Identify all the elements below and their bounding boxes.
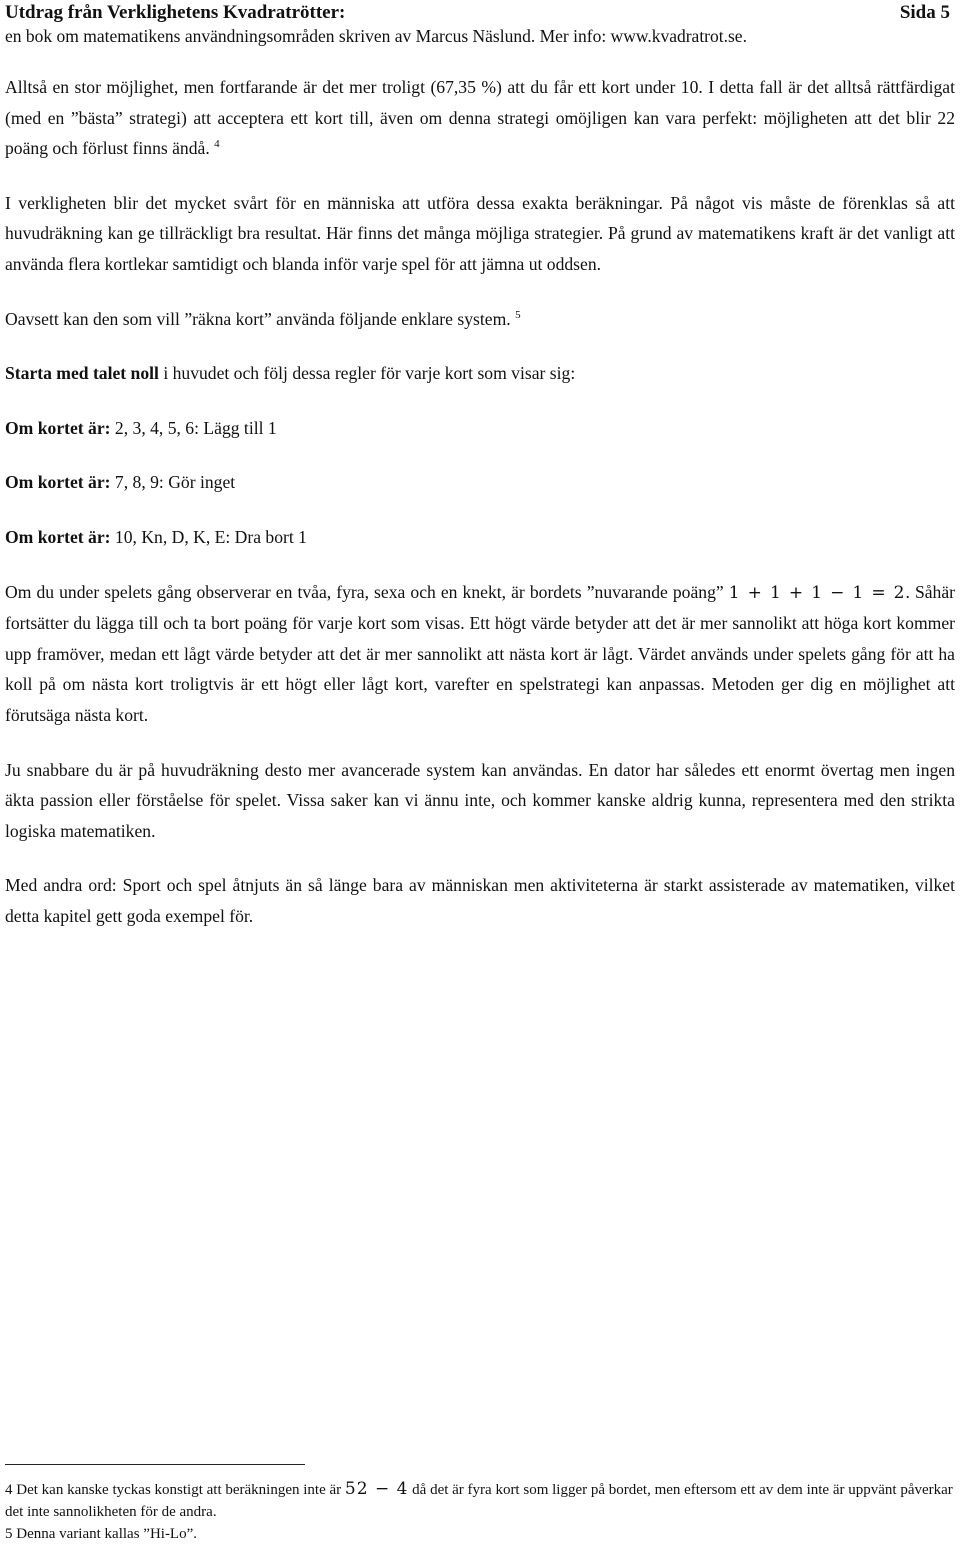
rule-2 [5,467,955,498]
paragraph-4-text: i huvudet och följ dessa regler för varje kort som visar sig: [158,363,576,384]
footnote-ref-5: 5 [515,308,521,321]
footnote-4-start: 4 Det kan kanske tyckas konstigt att beräkningen inte är [5,1482,345,1498]
rule-3-label: Om kortet är: [5,526,111,547]
paragraph-5-start: Om du under spelets gång observerar en tvåa, fyra, sexa och en knekt, är bordets ”nuvarande poäng” [5,581,729,602]
paragraph-2: I verkligheten blir det mycket svårt för en människa att utföra dessa exakta beräkningar. På något vis måste de förenklas så att huvudräkning kan ge tillräckligt bra resultat. Här finns det många möjliga strategier. På grund av matematikens kraft är det vanligt att använda flera kortlekar samtidigt och blanda inför varje spel för att jämna ut oddsen. [5,192,955,274]
footnote-4-end: då det är fyra kort som ligger på bordet, men eftersom ett av dem inte är uppvänt påverkar det inte sannolikheten för de andra. [5,1482,953,1520]
rule-1-text: 2, 3, 4, 5, 6: Lägg till 1 [110,417,277,438]
footnote-5: 5 Denna variant kallas ”Hi-Lo”. [5,1526,198,1542]
footnote-ref-4: 4 [214,138,220,151]
paragraph-1 [5,72,955,164]
footnotes [5,1478,957,1545]
start-instruction: Starta med talet noll [5,363,159,384]
book-title: Utdrag från Verklighetens Kvadratrötter: [5,2,346,23]
paragraph-1-text: Alltså en stor möjlighet, men fortfarande är det mer troligt (67,35 %) att du får ett kort under 10. I detta fall är det alltså rättfärdigat (med en ”bästa” strategi) att acceptera ett kort till, även om denna strategi omöjligen kan vara perfekt: möjligheten att det blir 22 poäng och förlust finns ändå. [5,77,955,159]
document-body [5,72,955,955]
paragraph-5-end: . Såhär fortsätter du lägga till och ta bort poäng för varje kort som visas. Ett högt värde betyder att det är mer sannolikt att höga kort kommer upp framöver, medan ett lågt värde betyder att det är mer sannolikt att nästa kort är lågt. Värdet används under spelets gång för att ha koll på om nästa kort troligtvis är ett högt eller lågt kort, varefter en spelstrategi kan anpassas. Metoden ger dig en möjlighet att förutsäga nästa kort. [5,581,955,725]
paragraph-4 [5,358,955,389]
paragraph-3 [5,304,955,335]
count-equation: 1 + 1 + 1 − 1 = 2 [728,582,906,603]
rule-3 [5,522,955,553]
paragraph-6: Ju snabbare du är på huvudräkning desto mer avancerade system kan användas. En dator har således ett enormt övertag men ingen äkta passion eller förståelse för spelet. Vissa saker kan vi ännu inte, och kommer kanske aldrig kunna, representera med den strikta logiska matematiken. [5,759,955,841]
footnote-4 [5,1478,957,1523]
footnote-4-math: 52 − 4 [344,1479,409,1499]
paragraph-3-text: Oavsett kan den som vill ”räkna kort” använda följande enklare system. [5,308,511,329]
rule-1 [5,413,955,444]
rule-3-text: 10, Kn, D, K, E: Dra bort 1 [110,526,307,547]
footnote-divider [5,1464,305,1465]
book-subtitle: en bok om matematikens användningsområden skriven av Marcus Näslund. Mer info: www.kvadratrot.se. [5,26,747,46]
rule-2-label: Om kortet är: [5,472,111,493]
page-number: Sida 5 [899,2,950,23]
rule-2-text: 7, 8, 9: Gör inget [110,472,236,493]
paragraph-7: Med andra ord: Sport och spel åtnjuts än så länge bara av människan men aktiviteterna är starkt assisterade av matematiken, vilket detta kapitel gett goda exempel för. [5,875,955,926]
rule-1-label: Om kortet är: [5,417,111,438]
paragraph-5 [5,577,955,731]
